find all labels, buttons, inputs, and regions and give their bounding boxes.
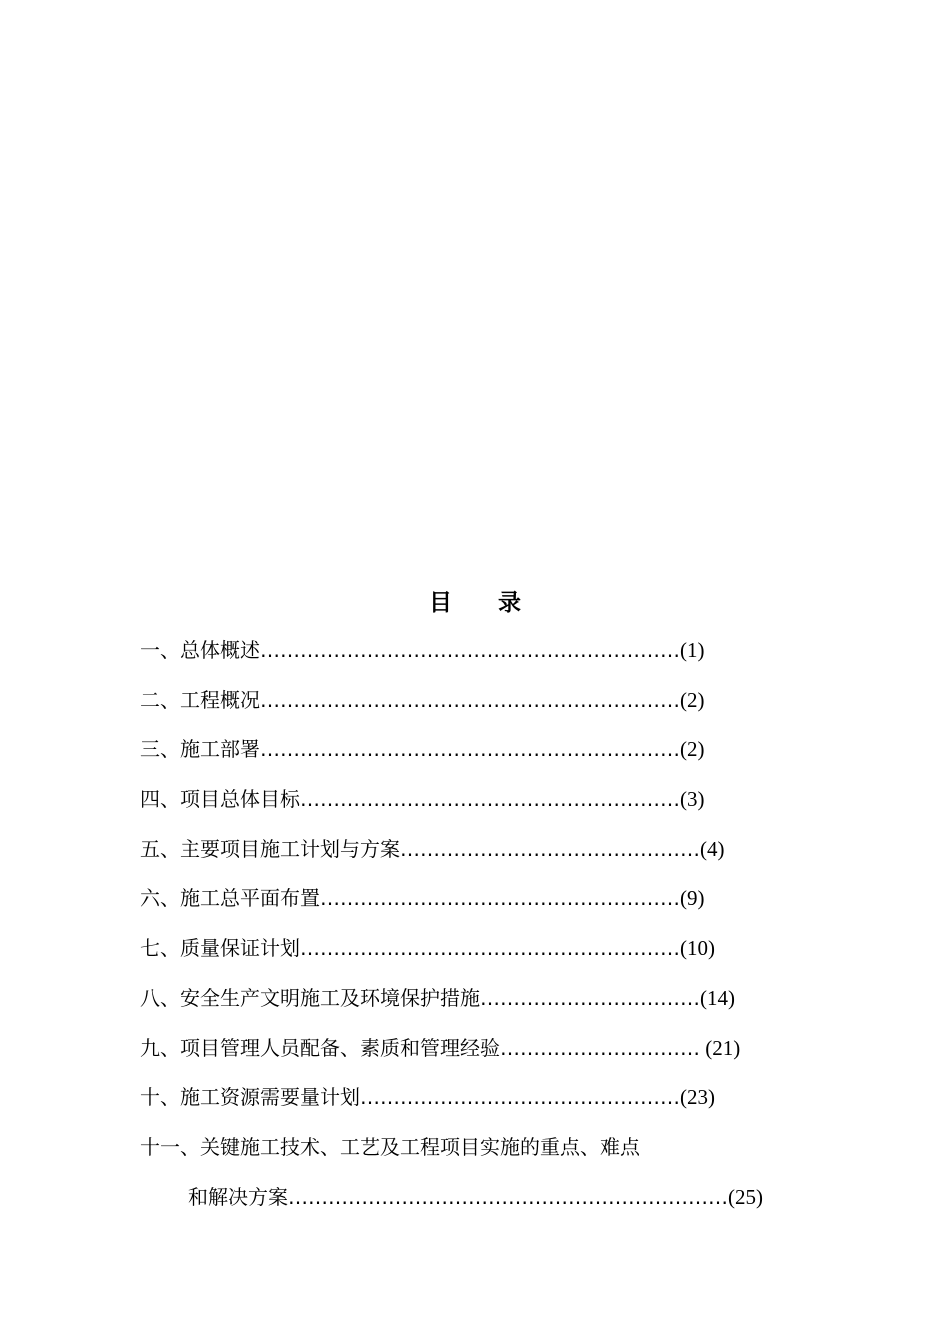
toc-page-number: (21)	[700, 1036, 741, 1060]
toc-entry-10[interactable]	[140, 1081, 715, 1113]
toc-leader-dots: …………………………………………	[360, 1085, 680, 1109]
toc-leader-dots: …………………………………………………………	[288, 1185, 728, 1209]
toc-leader-dots: …………………………………………………	[300, 936, 680, 960]
toc-title-left: 目	[429, 590, 452, 616]
toc-page-number: (14)	[700, 986, 735, 1010]
toc-entry-label: 七、质量保证计划	[140, 936, 300, 960]
toc-entry-11-continued[interactable]	[188, 1181, 763, 1213]
toc-entry-7[interactable]	[140, 932, 715, 964]
toc-entry-3[interactable]	[140, 733, 705, 765]
toc-entry-6[interactable]	[140, 882, 705, 914]
toc-page-number: (1)	[680, 638, 705, 662]
toc-entry-2[interactable]	[140, 684, 705, 716]
toc-entry-4[interactable]	[140, 783, 705, 815]
toc-page-number: (3)	[680, 787, 705, 811]
toc-entry-label: 十一、关键施工技术、工艺及工程项目实施的重点、难点	[140, 1135, 640, 1159]
toc-leader-dots: ………………………………………………………	[260, 688, 680, 712]
toc-leader-dots: …………………………	[500, 1036, 700, 1060]
toc-page-number: (2)	[680, 737, 705, 761]
toc-entry-label: 十、施工资源需要量计划	[140, 1085, 360, 1109]
toc-page-number: (2)	[680, 688, 705, 712]
toc-page-number: (4)	[700, 837, 725, 861]
toc-entry-label: 二、工程概况	[140, 688, 260, 712]
toc-entry-5[interactable]	[140, 833, 725, 865]
toc-entry-label: 八、安全生产文明施工及环境保护措施	[140, 986, 480, 1010]
toc-leader-dots: ………………………………………………………	[260, 737, 680, 761]
toc-entry-label: 六、施工总平面布置	[140, 886, 320, 910]
toc-page-number: (25)	[728, 1185, 763, 1209]
toc-entry-1[interactable]	[140, 634, 705, 666]
toc-entry-label: 四、项目总体目标	[140, 787, 300, 811]
toc-entry-label: 一、总体概述	[140, 638, 260, 662]
toc-entry-label: 九、项目管理人员配备、素质和管理经验	[140, 1036, 500, 1060]
toc-leader-dots: …………………………………………………	[300, 787, 680, 811]
toc-entry-11[interactable]	[140, 1131, 640, 1163]
toc-entry-label: 五、主要项目施工计划与方案	[140, 837, 400, 861]
toc-leader-dots: ………………………………………………………	[260, 638, 680, 662]
toc-entry-9[interactable]	[140, 1032, 740, 1064]
toc-page-number: (10)	[680, 936, 715, 960]
toc-leader-dots: ……………………………	[480, 986, 700, 1010]
toc-page-number: (9)	[680, 886, 705, 910]
toc-title	[0, 584, 950, 617]
toc-entry-label: 三、施工部署	[140, 737, 260, 761]
toc-entry-label: 和解决方案	[188, 1185, 288, 1209]
toc-leader-dots: ………………………………………	[400, 837, 700, 861]
toc-title-right: 录	[498, 590, 521, 616]
toc-leader-dots: ………………………………………………	[320, 886, 680, 910]
toc-page-number: (23)	[680, 1085, 715, 1109]
toc-entry-8[interactable]	[140, 982, 735, 1014]
